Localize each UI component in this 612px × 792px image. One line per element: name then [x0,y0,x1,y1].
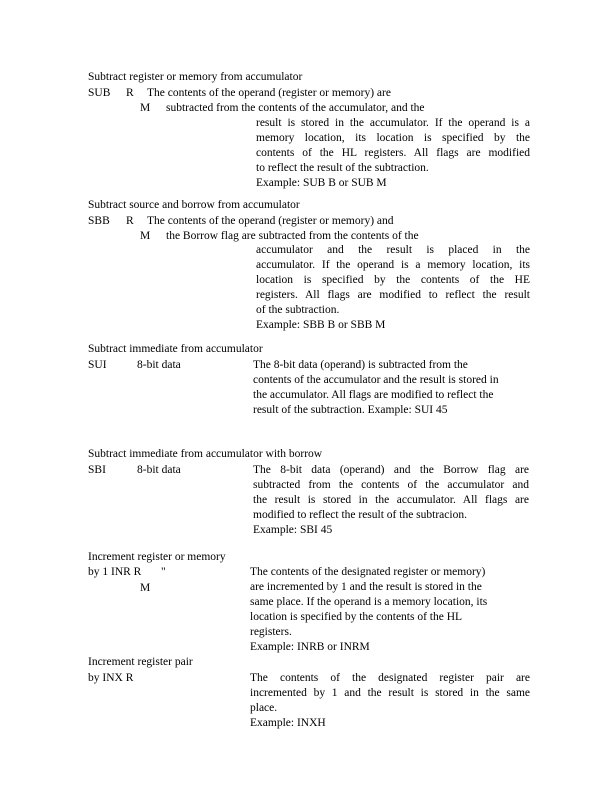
sui-desc-line: the accumulator. All flags are modified to reflect the [253,389,494,401]
inr-heading: Increment register or memory [88,551,226,563]
sub-heading: Subtract register or memory from accumulator [88,71,303,83]
sbi-desc-line: The 8-bit data (operand) and the Borrow flag are [253,464,529,476]
sbb-desc-line: of the subtraction. [256,304,340,316]
inr-quote-mark: " [161,566,166,578]
sbb-desc-line: The contents of the operand (register or memory) and [147,215,394,227]
sui-desc-line: result of the subtraction. Example: SUI 45 [253,404,448,416]
sub-description [256,116,530,191]
sui-mnemonic: SUI [88,359,107,371]
sbb-operand-m: M [140,230,151,242]
sbi-heading: Subtract immediate from accumulator with borrow [88,448,323,460]
inx-desc-line: place. [250,702,278,714]
sbb-mnemonic: SBB [88,215,110,227]
sub-operand-m: M [140,102,151,114]
sbi-desc-line: the result is stored in the accumulator. All flags are [253,494,529,506]
sbb-desc-line: registers. All flags are modified to reflect the result [256,289,530,301]
inr-desc-line: location is specified by the contents of the HL [250,611,463,623]
sub-mnemonic: SUB [88,87,111,99]
sui-heading: Subtract immediate from accumulator [88,343,263,355]
sbi-mnemonic: SBI [88,464,106,476]
inr-description [250,565,530,655]
inx-description [250,671,530,731]
sbi-example: Example: SBI 45 [253,524,333,536]
sub-operand-r: R [126,87,134,99]
sub-example: Example: SUB B or SUB M [256,177,387,189]
sui-desc-line: contents of the accumulator and the result is stored in [253,374,499,386]
sbi-description [253,463,529,538]
sbi-operand: 8-bit data [137,464,181,476]
sbb-desc-line: accumulator. If the operand is a memory location, its [256,259,530,271]
inr-example: Example: INRB or INRM [250,641,370,653]
sbi-desc-line: modified to reflect the result of the subtracion. [253,509,467,521]
sbb-description [256,243,530,333]
inx-mnemonic: by INX R [88,672,134,684]
sub-desc-line: to reflect the result of the subtraction. [256,162,429,174]
inx-desc-line: The contents of the designated register pair are [250,672,530,684]
sub-desc-line: memory location, its location is specified by the [256,132,530,144]
sui-description [253,358,531,418]
sub-desc-line: result is stored in the accumulator. If the operand is a [256,117,530,129]
inr-mnemonic: by 1 INR R [88,566,142,578]
sbb-desc-line: the Borrow flag are subtracted from the contents of the [166,230,419,242]
inr-desc-line: are incremented by 1 and the result is stored in the [250,581,482,593]
inx-heading: Increment register pair [88,656,193,668]
sbb-operand-r: R [126,215,134,227]
sbb-desc-line: location is specified by the contents of the HE [256,274,530,286]
inr-desc-line: same place. If the operand is a memory location, its [250,596,488,608]
inx-desc-line: incremented by 1 and the result is stored in the same [250,687,530,699]
sub-desc-line: The contents of the operand (register or memory) are [147,87,391,99]
sui-operand: 8-bit data [137,359,181,371]
sbb-example: Example: SBB B or SBB M [256,319,386,331]
inr-desc-line: The contents of the designated register or memory) [250,566,486,578]
inr-operand-m: M [140,582,151,594]
sbb-heading: Subtract source and borrow from accumulator [88,199,300,211]
sbb-desc-line: accumulator and the result is placed in the [256,244,530,256]
sub-desc-line: subtracted from the contents of the accumulator, and the [166,102,425,114]
inr-desc-line: registers. [250,626,292,638]
sbi-desc-line: subtracted from the contents of the accumulator and [253,479,529,491]
sui-desc-line: The 8-bit data (operand) is subtracted from the [253,359,468,371]
inx-example: Example: INXH [250,717,326,729]
sub-desc-line: contents of the HL registers. All flags are modified [256,147,530,159]
